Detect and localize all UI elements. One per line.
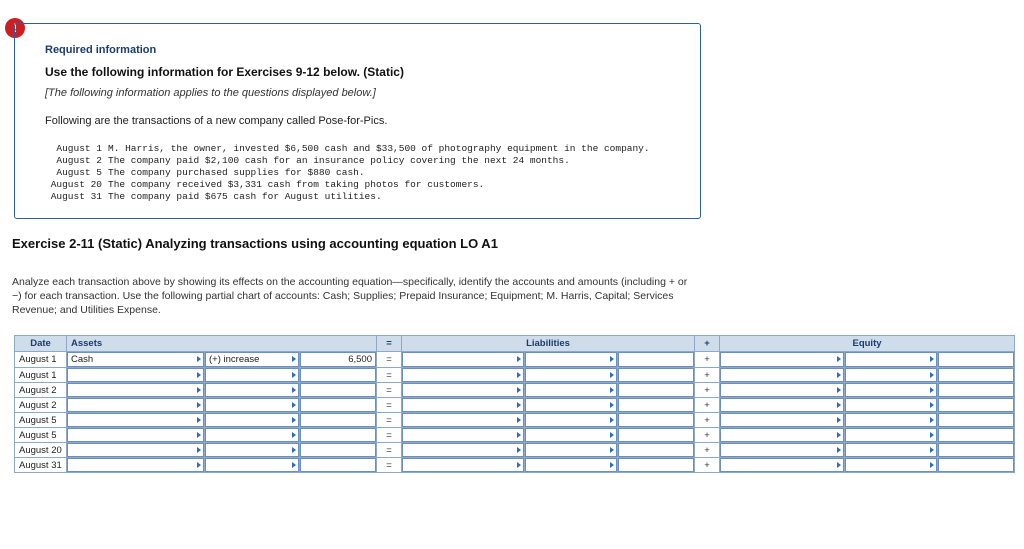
liability-account-input[interactable] xyxy=(402,368,524,382)
transaction-item: August 5 The company purchased supplies for $880 cash. xyxy=(56,167,365,178)
liability-account-input[interactable] xyxy=(402,383,524,397)
asset-amount-input[interactable] xyxy=(300,458,376,472)
asset-amount-input[interactable] xyxy=(300,428,376,442)
transaction-item: August 31 The company paid $675 cash for August utilities. xyxy=(50,191,382,202)
required-info-title: Required information xyxy=(45,44,157,56)
equity-amount-input[interactable] xyxy=(938,458,1014,472)
plus-sign: + xyxy=(695,428,720,443)
table-row xyxy=(15,398,1015,413)
asset-account-input[interactable] xyxy=(67,368,204,382)
asset-amount-input[interactable] xyxy=(300,413,376,427)
asset-type-input[interactable]: (+) increase xyxy=(205,352,299,367)
transaction-list xyxy=(44,143,650,203)
assets-header: Assets xyxy=(67,336,377,352)
table-row xyxy=(15,428,1015,443)
equity-account-input[interactable] xyxy=(720,443,844,457)
row-date: August 1 xyxy=(15,368,67,383)
applies-note: [The following information applies to the questions displayed below.] xyxy=(45,87,376,99)
liability-amount-input[interactable] xyxy=(618,398,694,412)
plus-sign: + xyxy=(695,413,720,428)
equity-amount-input[interactable] xyxy=(938,428,1014,442)
table-row xyxy=(15,443,1015,458)
equity-amount-input[interactable] xyxy=(938,443,1014,457)
asset-amount-input[interactable] xyxy=(300,383,376,397)
liability-account-input[interactable] xyxy=(402,428,524,442)
asset-type-input[interactable] xyxy=(205,443,299,457)
row-date: August 2 xyxy=(15,383,67,398)
equity-amount-input[interactable] xyxy=(938,398,1014,412)
equals-sign: = xyxy=(377,458,402,473)
liability-type-input[interactable] xyxy=(525,383,617,397)
equity-account-input[interactable] xyxy=(720,413,844,427)
liability-account-input[interactable] xyxy=(402,413,524,427)
equity-type-input[interactable] xyxy=(845,368,937,382)
liability-type-input[interactable] xyxy=(525,458,617,472)
row-date: August 5 xyxy=(15,413,67,428)
asset-account-input[interactable] xyxy=(67,458,204,472)
intro-text: Following are the transactions of a new company called Pose-for-Pics. xyxy=(45,115,388,127)
accounting-equation-table xyxy=(14,335,1015,473)
alert-icon: ! xyxy=(5,18,25,38)
asset-amount-input[interactable] xyxy=(300,443,376,457)
asset-type-input[interactable] xyxy=(205,398,299,412)
liability-type-input[interactable] xyxy=(525,398,617,412)
asset-type-input[interactable] xyxy=(205,368,299,382)
asset-type-input[interactable] xyxy=(205,428,299,442)
liability-amount-input[interactable] xyxy=(618,428,694,442)
equals-sign: = xyxy=(377,398,402,413)
plus-sign: + xyxy=(695,398,720,413)
asset-amount-input[interactable] xyxy=(300,398,376,412)
equity-account-input[interactable] xyxy=(720,352,844,367)
liability-type-input[interactable] xyxy=(525,413,617,427)
instructions-text: Analyze each transaction above by showing its effects on the accounting equation—specifically, identify the accounts and amounts (including + or −) for each transaction. Use the following partial chart of accounts: Cash; Supplies; Prepaid Insurance; Equipment; M. Harris, Capital; Services Revenue; and Utilities Expense. xyxy=(12,276,688,316)
liability-amount-input[interactable] xyxy=(618,368,694,382)
table-row xyxy=(15,413,1015,428)
asset-account-input[interactable] xyxy=(67,443,204,457)
equity-type-input[interactable] xyxy=(845,352,937,367)
equity-amount-input[interactable] xyxy=(938,352,1014,367)
equity-type-input[interactable] xyxy=(845,458,937,472)
transaction-item: August 2 The company paid $2,100 cash for an insurance policy covering the next 24 months. xyxy=(56,155,570,166)
transaction-item: August 20 The company received $3,331 cash from taking photos for customers. xyxy=(50,179,485,190)
exercise-title: Exercise 2-11 (Static) Analyzing transactions using accounting equation LO A1 xyxy=(12,236,498,251)
table-row xyxy=(15,383,1015,398)
asset-type-input[interactable] xyxy=(205,383,299,397)
plus-header: + xyxy=(695,336,720,352)
equity-type-input[interactable] xyxy=(845,413,937,427)
row-date: August 1 xyxy=(15,352,67,368)
liability-amount-input[interactable] xyxy=(618,443,694,457)
equity-amount-input[interactable] xyxy=(938,368,1014,382)
equals-sign: = xyxy=(377,413,402,428)
equity-account-input[interactable] xyxy=(720,383,844,397)
table-row xyxy=(15,458,1015,473)
equals-sign: = xyxy=(377,428,402,443)
equity-header: Equity xyxy=(720,336,1015,352)
asset-type-input[interactable] xyxy=(205,413,299,427)
equals-sign: = xyxy=(377,443,402,458)
equity-type-input[interactable] xyxy=(845,443,937,457)
asset-amount-input[interactable]: 6,500 xyxy=(300,352,376,367)
equals-sign: = xyxy=(377,352,402,368)
equals-sign: = xyxy=(377,368,402,383)
asset-account-input[interactable] xyxy=(67,413,204,427)
liability-amount-input[interactable] xyxy=(618,352,694,367)
equity-account-input[interactable] xyxy=(720,428,844,442)
equity-type-input[interactable] xyxy=(845,398,937,412)
equity-amount-input[interactable] xyxy=(938,383,1014,397)
plus-sign: + xyxy=(695,458,720,473)
row-date: August 31 xyxy=(15,458,67,473)
liability-amount-input[interactable] xyxy=(618,458,694,472)
liability-account-input[interactable] xyxy=(402,352,524,367)
transaction-item: August 1 M. Harris, the owner, invested $6,500 cash and $33,500 of photography equipment in the company. xyxy=(56,143,650,154)
equity-account-input[interactable] xyxy=(720,368,844,382)
liability-amount-input[interactable] xyxy=(618,413,694,427)
asset-account-input[interactable] xyxy=(67,428,204,442)
date-header: Date xyxy=(15,336,67,352)
asset-amount-input[interactable] xyxy=(300,368,376,382)
table-row xyxy=(15,352,1015,368)
liabilities-header: Liabilities xyxy=(402,336,695,352)
row-date: August 20 xyxy=(15,443,67,458)
equity-type-input[interactable] xyxy=(845,428,937,442)
exercise-range-title: Use the following information for Exercises 9-12 below. (Static) xyxy=(45,65,404,79)
table-row xyxy=(15,368,1015,383)
liability-account-input[interactable] xyxy=(402,398,524,412)
equity-account-input[interactable] xyxy=(720,458,844,472)
liability-type-input[interactable] xyxy=(525,368,617,382)
equity-type-input[interactable] xyxy=(845,383,937,397)
equity-account-input[interactable] xyxy=(720,398,844,412)
liability-account-input[interactable] xyxy=(402,443,524,457)
liability-type-input[interactable] xyxy=(525,352,617,367)
row-date: August 2 xyxy=(15,398,67,413)
plus-sign: + xyxy=(695,383,720,398)
plus-sign: + xyxy=(695,368,720,383)
equals-header: = xyxy=(377,336,402,352)
asset-account-input[interactable]: Cash xyxy=(67,352,204,367)
liability-type-input[interactable] xyxy=(525,428,617,442)
asset-type-input[interactable] xyxy=(205,458,299,472)
asset-account-input[interactable] xyxy=(67,398,204,412)
plus-sign: + xyxy=(695,443,720,458)
equals-sign: = xyxy=(377,383,402,398)
plus-sign: + xyxy=(695,352,720,368)
required-information-box xyxy=(14,23,701,219)
row-date: August 5 xyxy=(15,428,67,443)
liability-account-input[interactable] xyxy=(402,458,524,472)
liability-amount-input[interactable] xyxy=(618,383,694,397)
equity-amount-input[interactable] xyxy=(938,413,1014,427)
liability-type-input[interactable] xyxy=(525,443,617,457)
asset-account-input[interactable] xyxy=(67,383,204,397)
